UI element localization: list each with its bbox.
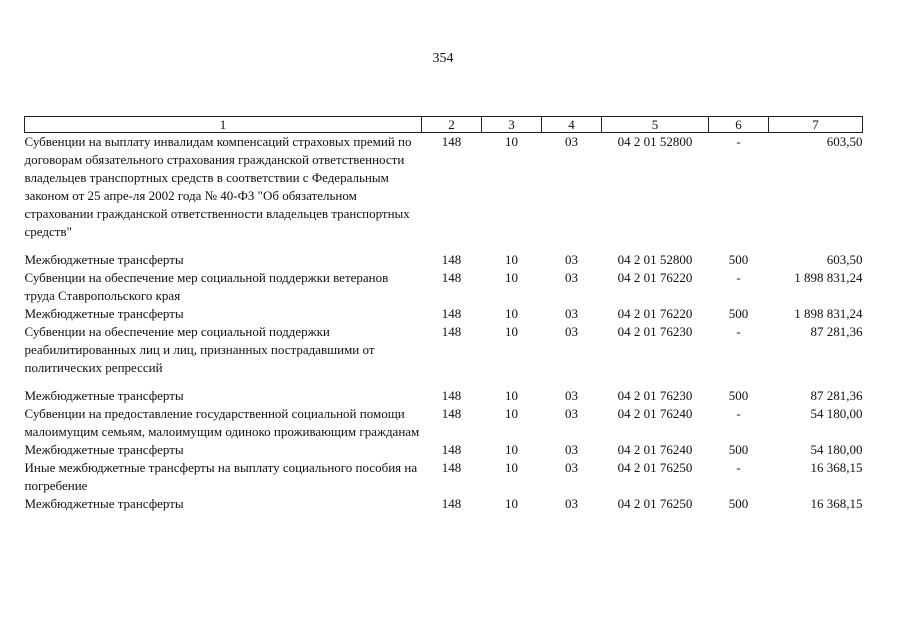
row-pr: 03 <box>565 134 578 149</box>
table-row <box>25 133 863 252</box>
table-row <box>25 323 863 387</box>
row-csr: 04 2 01 76220 <box>617 306 693 321</box>
row-vr: 500 <box>728 306 749 321</box>
row-csr: 04 2 01 76250 <box>617 496 693 511</box>
row-name: Субвенции на обеспечение мер социальной поддержки реабилитированных лиц и лиц, признанных пострадавшими от политических репрессий <box>24 324 375 375</box>
row-gr: 148 <box>441 388 462 403</box>
row-vr: - <box>736 406 741 421</box>
column-header: 3 <box>482 117 542 133</box>
row-pr: 03 <box>565 442 578 457</box>
row-amount: 603,50 <box>826 134 863 149</box>
row-pr: 03 <box>565 270 578 285</box>
table-row <box>25 405 863 441</box>
row-gr: 148 <box>441 496 462 511</box>
page-number: 354 <box>432 51 454 66</box>
row-vr: - <box>736 270 741 285</box>
column-header: 6 <box>709 117 769 133</box>
row-name: Субвенции на предоставление государственной социальной помощи малоимущим семьям, малоимущим одиноко проживающим гражданам <box>24 406 420 439</box>
column-header: 2 <box>422 117 482 133</box>
row-name: Межбюджетные трансферты <box>24 252 184 267</box>
row-gr: 148 <box>441 252 462 267</box>
row-name: Субвенции на обеспечение мер социальной поддержки ветеранов труда Ставропольского края <box>24 270 389 303</box>
column-header: 7 <box>769 117 863 133</box>
row-pr: 03 <box>565 406 578 421</box>
column-header: 4 <box>542 117 602 133</box>
row-amount: 603,50 <box>826 252 863 267</box>
row-amount: 1 898 831,24 <box>794 270 863 285</box>
row-pr: 03 <box>565 306 578 321</box>
row-csr: 04 2 01 76220 <box>617 270 693 285</box>
column-header: 1 <box>25 117 422 133</box>
column-header: 5 <box>602 117 709 133</box>
row-vr: - <box>736 324 741 339</box>
table-row <box>25 441 863 459</box>
row-amount: 16 368,15 <box>810 460 863 475</box>
row-name: Межбюджетные трансферты <box>24 442 184 457</box>
row-rz: 10 <box>505 270 518 285</box>
row-amount: 54 180,00 <box>810 406 863 421</box>
row-vr: 500 <box>728 388 749 403</box>
row-csr: 04 2 01 76230 <box>617 388 693 403</box>
row-vr: 500 <box>728 442 749 457</box>
row-name: Субвенции на выплату инвалидам компенсаций страховых премий по договорам обязательного страхования гражданской ответственности владельцев транспортных средств в соответствии с Федеральным законом от 25 апре-ля 2002 года № 40-ФЗ "Об обязательном страховании гражданской ответственности владельцев транспортных средств" <box>24 134 412 239</box>
row-pr: 03 <box>565 388 578 403</box>
row-gr: 148 <box>441 270 462 285</box>
row-rz: 10 <box>505 406 518 421</box>
row-amount: 54 180,00 <box>810 442 863 457</box>
row-name: Межбюджетные трансферты <box>24 388 184 403</box>
row-pr: 03 <box>565 324 578 339</box>
table-row <box>25 459 863 495</box>
row-gr: 148 <box>441 460 462 475</box>
row-name: Межбюджетные трансферты <box>24 496 184 511</box>
row-rz: 10 <box>505 496 518 511</box>
row-vr: 500 <box>728 252 749 267</box>
row-rz: 10 <box>505 306 518 321</box>
row-pr: 03 <box>565 460 578 475</box>
table-header-row <box>25 117 863 133</box>
row-csr: 04 2 01 76230 <box>617 324 693 339</box>
row-pr: 03 <box>565 252 578 267</box>
row-csr: 04 2 01 52800 <box>617 252 693 267</box>
row-amount: 1 898 831,24 <box>794 306 863 321</box>
row-csr: 04 2 01 52800 <box>617 134 693 149</box>
row-rz: 10 <box>505 252 518 267</box>
row-name: Межбюджетные трансферты <box>24 306 184 321</box>
table-row <box>25 305 863 323</box>
row-vr: - <box>736 460 741 475</box>
row-vr: - <box>736 134 741 149</box>
table-row <box>25 495 863 513</box>
row-gr: 148 <box>441 406 462 421</box>
row-rz: 10 <box>505 442 518 457</box>
row-gr: 148 <box>441 306 462 321</box>
budget-table <box>24 116 863 513</box>
row-gr: 148 <box>441 324 462 339</box>
row-pr: 03 <box>565 496 578 511</box>
row-csr: 04 2 01 76240 <box>617 406 693 421</box>
row-rz: 10 <box>505 460 518 475</box>
row-amount: 16 368,15 <box>810 496 863 511</box>
table-row <box>25 251 863 269</box>
row-rz: 10 <box>505 324 518 339</box>
row-vr: 500 <box>728 496 749 511</box>
row-gr: 148 <box>441 134 462 149</box>
row-rz: 10 <box>505 388 518 403</box>
table-row <box>25 387 863 405</box>
row-rz: 10 <box>505 134 518 149</box>
row-csr: 04 2 01 76250 <box>617 460 693 475</box>
row-csr: 04 2 01 76240 <box>617 442 693 457</box>
row-name: Иные межбюджетные трансферты на выплату социального пособия на погребение <box>24 460 418 493</box>
row-gr: 148 <box>441 442 462 457</box>
row-amount: 87 281,36 <box>810 388 863 403</box>
table-row <box>25 269 863 305</box>
row-amount: 87 281,36 <box>810 324 863 339</box>
